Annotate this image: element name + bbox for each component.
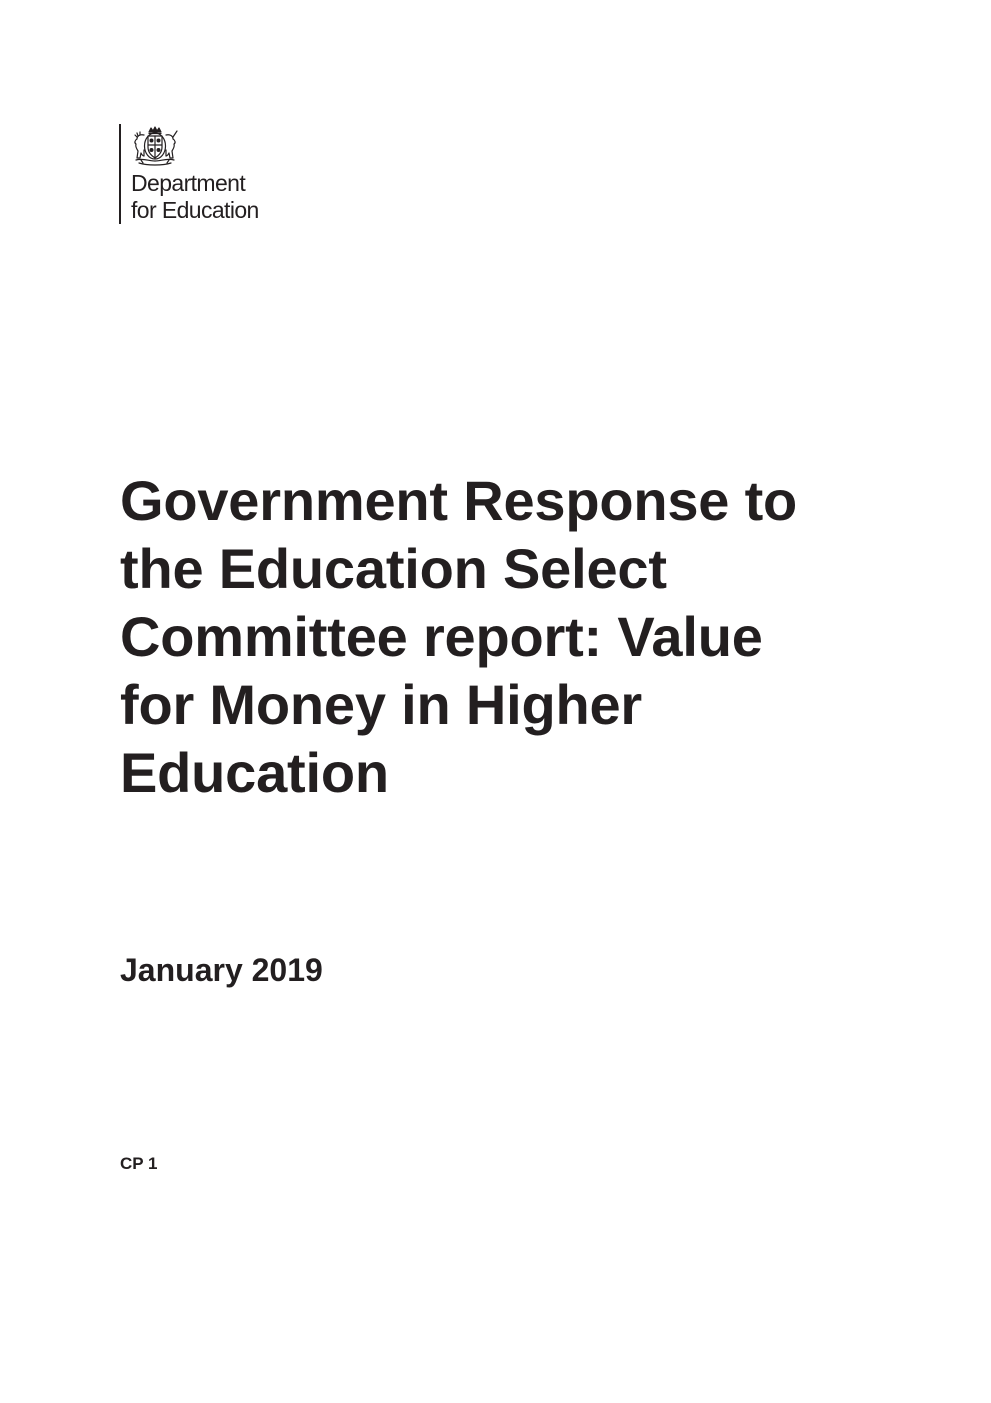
- logo-body: [121, 124, 259, 224]
- document-title: [120, 467, 880, 807]
- title-line: Committee report: Value: [120, 605, 763, 668]
- org-name-line-2: for Education: [131, 197, 259, 223]
- department-logo: [119, 124, 259, 224]
- publication-date: January 2019: [120, 952, 323, 988]
- title-line: for Money in Higher: [120, 673, 642, 736]
- command-paper-number: CP 1: [120, 1154, 158, 1173]
- org-name: [131, 170, 259, 224]
- title-line: Government Response to: [120, 469, 798, 532]
- royal-coat-of-arms-icon: [131, 125, 179, 167]
- title-line: Education: [120, 741, 389, 804]
- org-name-line-1: Department: [131, 170, 246, 196]
- title-line: the Education Select: [120, 537, 667, 600]
